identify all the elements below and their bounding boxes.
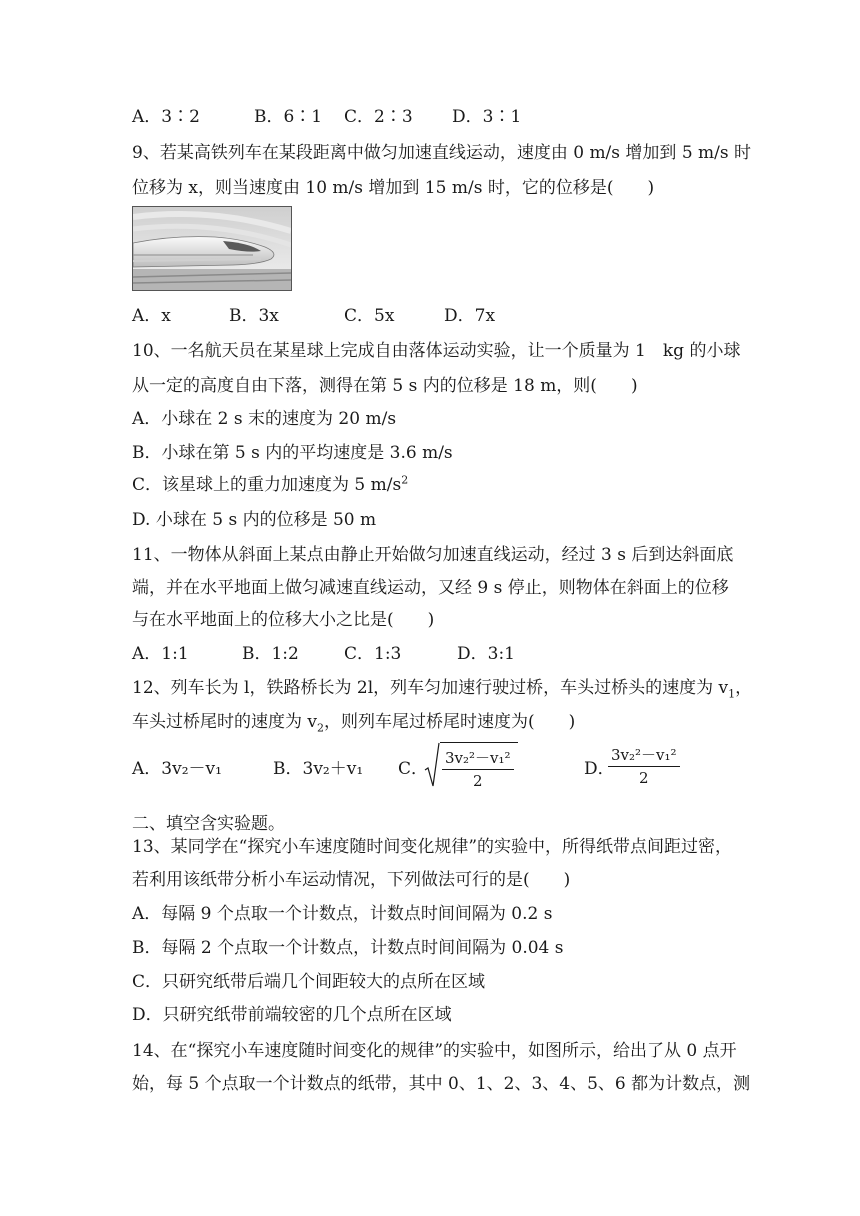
- q13-option-a[interactable]: A．每隔 9 个点取一个计数点，计数点时间间隔为 0.2 s: [132, 904, 553, 924]
- fraction-numerator: 3v₂²－v₁²: [442, 747, 514, 770]
- section-2-title: 二、填空含实验题。: [132, 814, 285, 834]
- q11-text-line-3: 与在水平地面上的位移大小之比是( ): [132, 610, 435, 630]
- q12-text-line-2-end: ，则列车尾过桥尾时速度为( ): [324, 712, 576, 732]
- q10-option-c[interactable]: [132, 474, 408, 496]
- q8-option-a[interactable]: A．3∶2: [132, 107, 200, 127]
- q12-option-c-formula: [424, 742, 518, 790]
- q11-option-b[interactable]: B．1:2: [242, 644, 299, 664]
- q13-option-d[interactable]: D．只研究纸带前端较密的几个点所在区域: [132, 1005, 452, 1025]
- q9-option-c[interactable]: C．5x: [344, 306, 395, 326]
- q10-text-line-1: 10、一名航天员在某星球上完成自由落体运动实验，让一个质量为 1 kg 的小球: [132, 341, 741, 361]
- q12-option-c-fraction: [442, 747, 514, 790]
- q12-option-a[interactable]: [132, 758, 222, 780]
- q14-text-line-2: 始，每 5 个点取一个计数点的纸带，其中 0、1、2、3、4、5、6 都为计数点，测: [132, 1074, 751, 1094]
- q12-option-a-label: A．: [132, 759, 162, 779]
- q10-text-line-2: 从一定的高度自由下落，测得在第 5 s 内的位移是 18 m，则( ): [132, 376, 638, 396]
- q11-option-a[interactable]: A．1:1: [132, 644, 189, 664]
- q12-text-line-2-main: 车头过桥尾时的速度为 v: [132, 712, 318, 732]
- q10-option-c-text: C．该星球上的重力加速度为 5 m/s: [132, 475, 402, 495]
- q12-option-c-label: C．: [398, 759, 429, 779]
- q10-option-b[interactable]: B．小球在第 5 s 内的平均速度是 3.6 m/s: [132, 443, 453, 463]
- q8-option-c[interactable]: C．2∶3: [344, 107, 413, 127]
- q13-option-c[interactable]: C．只研究纸带后端几个间距较大的点所在区域: [132, 972, 486, 992]
- q11-text-line-2: 端，并在水平地面上做匀减速直线运动，又经 9 s 停止，则物体在斜面上的位移: [132, 578, 729, 598]
- q12-text-line-1-main: 12、列车长为 l，铁路桥长为 2l，列车匀加速行驶过桥，车头过桥头的速度为 v: [132, 678, 729, 698]
- q10-option-a[interactable]: A．小球在 2 s 末的速度为 20 m/s: [132, 409, 397, 429]
- q9-option-d[interactable]: D．7x: [444, 306, 496, 326]
- q12-option-b[interactable]: [273, 758, 363, 780]
- q10-option-c-exponent: 2: [401, 473, 409, 487]
- q9-text-line-2: 位移为 x，则当速度由 10 m/s 增加到 15 m/s 时，它的位移是( ): [132, 178, 655, 198]
- radicand: [440, 742, 518, 790]
- q13-option-b[interactable]: B．每隔 2 个点取一个计数点，计数点时间间隔为 0.04 s: [132, 938, 564, 958]
- fraction-denominator: 2: [639, 769, 649, 787]
- q12-option-a-expr: 3v₂－v₁: [161, 759, 222, 779]
- high-speed-train-photo: [132, 206, 292, 291]
- fraction-numerator: 3v₂²－v₁²: [608, 744, 680, 767]
- q9-text-line-1: 9、若某高铁列车在某段距离中做匀加速直线运动，速度由 0 m/s 增加到 5 m/s 时: [132, 143, 752, 163]
- q9-option-b[interactable]: B．3x: [229, 306, 279, 326]
- q12-option-b-expr: 3v₂＋v₁: [302, 759, 364, 779]
- q12-option-d-label: D．: [584, 759, 615, 779]
- q13-text-line-2: 若利用该纸带分析小车运动情况，下列做法可行的是( ): [132, 870, 571, 890]
- q13-text-line-1: 13、某同学在“探究小车速度随时间变化规律”的实验中，所得纸带点间距过密，: [132, 837, 733, 857]
- train-illustration: [133, 207, 291, 290]
- q14-text-line-1: 14、在“探究小车速度随时间变化的规律”的实验中，如图所示，给出了从 0 点开: [132, 1041, 737, 1061]
- q12-text-line-1: [132, 677, 752, 699]
- q8-option-d[interactable]: D．3∶1: [452, 107, 522, 127]
- q12-option-d-formula: [608, 744, 680, 787]
- q10-option-d[interactable]: D. 小球在 5 s 内的位移是 50 m: [132, 510, 377, 530]
- q12-text-line-1-end: ，: [735, 678, 753, 698]
- q12-text-line-2-sub: 2: [317, 721, 325, 735]
- q11-option-d[interactable]: D．3:1: [457, 644, 515, 664]
- square-root-sign: [424, 742, 518, 790]
- q8-option-b[interactable]: B．6∶1: [254, 107, 323, 127]
- q12-text-line-1-sub: 1: [728, 687, 736, 701]
- q12-option-d-fraction: [608, 744, 680, 787]
- q11-text-line-1: 11、一物体从斜面上某点由静止开始做匀加速直线运动，经过 3 s 后到达斜面底: [132, 545, 734, 565]
- q9-option-a[interactable]: A．x: [132, 306, 171, 326]
- q12-option-b-label: B．: [273, 759, 303, 779]
- radical-icon: [424, 742, 440, 788]
- q11-option-c[interactable]: C．1:3: [344, 644, 402, 664]
- fraction-denominator: 2: [473, 772, 483, 790]
- q12-text-line-2: [132, 711, 575, 733]
